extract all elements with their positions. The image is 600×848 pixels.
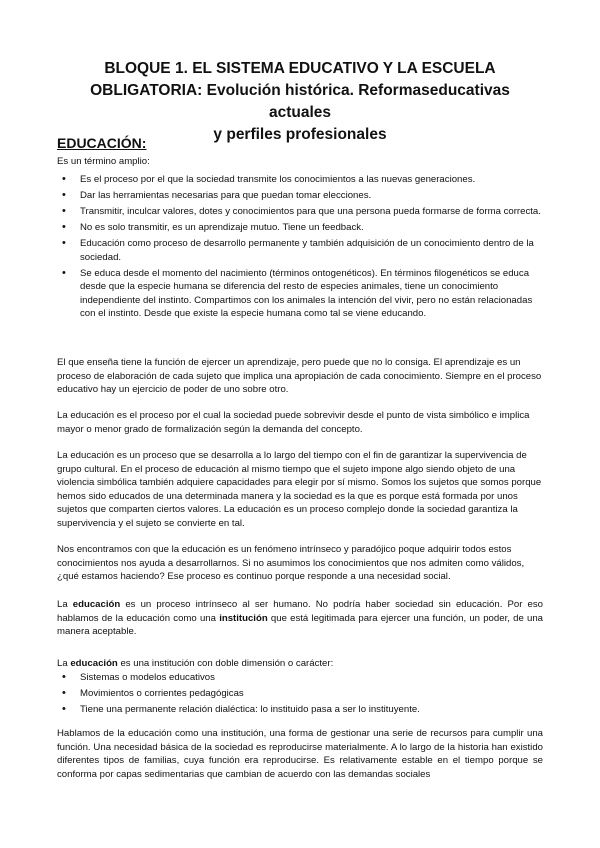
list-item: • Tiene una permanente relación dialéctica: lo instituido pasa a ser lo instituyente.: [57, 703, 543, 717]
section-heading: EDUCACIÓN:: [57, 135, 147, 151]
list-item: • Sistemas o modelos educativos: [57, 671, 543, 685]
paragraph: [57, 598, 543, 639]
intro-text: Es un término amplio:: [57, 156, 150, 167]
bullet-list-dimensions: [57, 671, 543, 719]
paragraph: La educación es el proceso por el cual la sociedad puede sobrevivir desde el punto de vista simbólico e implica mayor o menor grado de formalización según la demanda del concepto.: [57, 410, 530, 435]
list-item: • Movimientos o corrientes pedagógicas: [57, 687, 543, 701]
list-item: • Dar las herramientas necesarias para que puedan tomar elecciones.: [57, 189, 543, 203]
text-run: es un proceso intrínseco al ser humano. No podría haber sociedad sin educación. Por eso hablamos de la educación como una: [57, 599, 543, 624]
title-line-1: BLOQUE 1. EL SISTEMA EDUCATIVO Y LA ESCUELA: [104, 60, 496, 77]
list-item: • Se educa desde el momento del nacimiento (términos ontogenéticos). En términos filogenéticos se educa desde que la especie humana se diferencia del resto de especies animales, tiene un conocimiento independiente del instinto. Compartimos con los animales la intención del vivir, pero no están relacionadas con el instinto. Desde que existe la especie humana como tal se viene educando.: [57, 267, 543, 321]
paragraph: El que enseña tiene la función de ejercer un aprendizaje, pero puede que no lo consiga. El aprendizaje es un proceso de elaboración de cada sujeto que implica una apropiación de cada conocimiento. Siempre en el proceso educativo hay un ejercicio de poder de uno sobre otro.: [57, 357, 542, 396]
paragraph: Nos encontramos con que la educación es un fenómeno intrínseco y paradójico poque adquirir todos estos conocimientos nos ayuda a desarrollarnos. Si no asumimos los conocimientos que nos admiten como válidos, ¿qué estamos haciendo? Ese proceso es continuo porque responde a una necesidad social.: [57, 544, 525, 583]
paragraph: Hablamos de la educación como una institución, una forma de gestionar una serie de recursos para cumplir una función. Una necesidad básica de la sociedad es reproducirse materialmente. A lo largo de la historia han existido diferentes tipos de familias, cuya función era reproducirse. Es relativamente estable en el tiempo porque se conforma por capas sedimentarias que cambian de acuerdo con las demandas sociales: [57, 728, 543, 780]
text-run: La: [57, 658, 71, 669]
text-run: es una institución con doble dimensión o carácter:: [117, 658, 334, 669]
list-item: • No es solo transmitir, es un aprendizaje mutuo. Tiene un feedback.: [57, 221, 543, 235]
paragraph: La educación es un proceso que se desarrolla a lo largo del tiempo con el fin de garantizar la supervivencia de grupo cultural. En el proceso de educación al mismo tiempo que el sujeto impone algo siendo objeto de una violencia simbólica también adquiere capacidades para elegir por sí mismo. Somos los sujetos que somos porque hemos sido educados de una determinada manera y la sociedad es la que es porque está formada por unos sujetos que comparten ciertos valores. La educación es un proceso complejo donde la sociedad garantiza la supervivencia y el sujeto se convierte en tal.: [57, 450, 542, 529]
title-line-3: y perfiles profesionales: [213, 126, 387, 143]
document-title: [60, 58, 540, 146]
title-line-2: OBLIGATORIA: Evolución histórica. Reformaseducativas actuales: [90, 82, 510, 121]
list-item: • Transmitir, inculcar valores, dotes y conocimientos para que una persona pueda formarse de forma correcta.: [57, 205, 543, 219]
bullet-list-definitions: [57, 173, 543, 323]
bold-term: institución: [219, 612, 268, 624]
list-item: • Educación como proceso de desarrollo permanente y también adquisición de un conocimiento dentro de la sociedad.: [57, 237, 543, 264]
bold-term: educación: [70, 658, 118, 669]
list-item: • Es el proceso por el que la sociedad transmite los conocimientos a las nuevas generaciones.: [57, 173, 543, 187]
text-run: La: [57, 599, 73, 610]
text-run: que está legitimada para ejercer una función, un poder, de una manera aceptable.: [57, 612, 543, 638]
paragraph: [57, 657, 543, 671]
bold-term: educación: [72, 599, 121, 610]
